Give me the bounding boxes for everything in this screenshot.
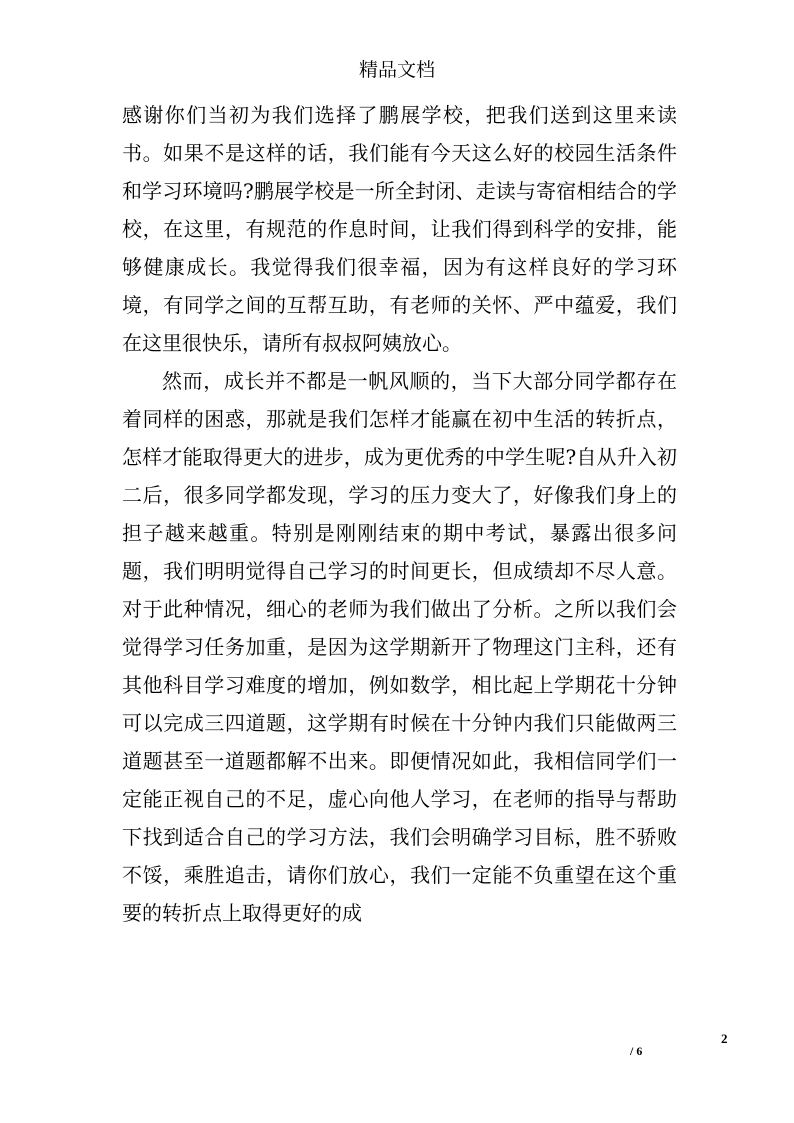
page-header-title: 精品文档 bbox=[358, 59, 435, 81]
paragraph-1: 感谢你们当初为我们选择了鹏展学校，把我们送到这里来读书。如果不是这样的话，我们能有今天这么好的校园生活条件和学习环境吗?鹏展学校是一所全封闭、走读与寄宿相结合的学校，在这里，有规范的作息时间，让我们得到科学的安排，能够健康成长。我觉得我们很幸福，因为有这样良好的学习环境，有同学之间的互帮互助，有老师的关怀、严中蕴爱，我们在这里很快乐，请所有叔叔阿姨放心。 bbox=[122, 103, 677, 355]
page-number: 2 bbox=[721, 1031, 728, 1046]
document-body bbox=[122, 96, 677, 932]
page-total: / 6 bbox=[630, 1044, 643, 1058]
paragraph-2: 然而，成长并不都是一帆风顺的，当下大部分同学都存在着同样的困惑，那就是我们怎样才能赢在初中生活的转折点，怎样才能取得更大的进步，成为更优秀的中学生呢?自从升入初二后，很多同学都发现，学习的压力变大了，好像我们身上的担子越来越重。特别是刚刚结束的期中考试，暴露出很多问题，我们明明觉得自己学习的时间更长，但成绩却不尽人意。对于此种情况，细心的老师为我们做出了分析。之所以我们会觉得学习任务加重，是因为这学期新开了物理这门主科，还有其他科目学习难度的增加，例如数学，相比起上学期花十分钟可以完成三四道题，这学期有时候在十分钟内我们只能做两三道题甚至一道题都解不出来。即便情况如此，我相信同学们一定能正视自己的不足，虚心向他人学习，在老师的指导与帮助下找到适合自己的学习方法，我们会明确学习目标，胜不骄败不馁，乘胜追击，请你们放心，我们一定能不负重望在这个重要的转折点上取得更好的成 bbox=[122, 369, 677, 925]
